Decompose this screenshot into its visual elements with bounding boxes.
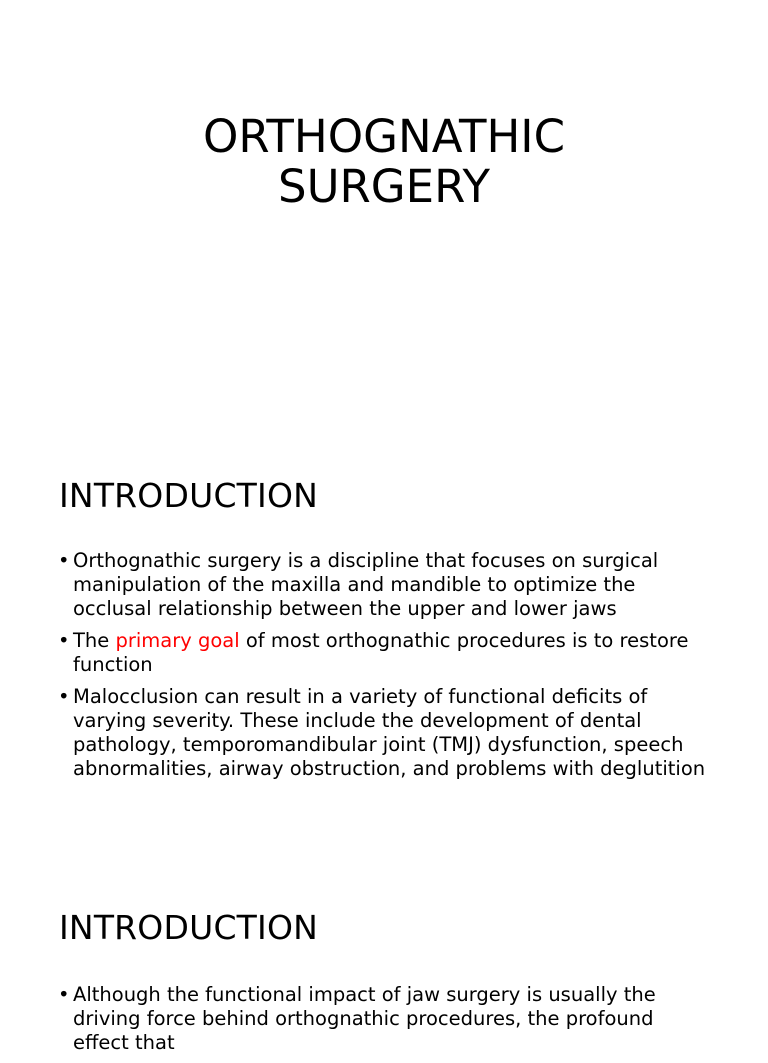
bullet-text: Orthognathic surgery is a discipline that focuses on surgical manipulation of the maxilla and mandible to optimize the occlusal relationship between the upper and lower jaws	[73, 549, 659, 620]
bullet-list	[58, 983, 708, 1063]
bullet-item	[58, 549, 708, 621]
title-slide	[0, 0, 768, 432]
title-line-2: SURGERY	[278, 160, 490, 213]
bullet-dot-icon: •	[58, 549, 70, 572]
bullet-dot-icon: •	[58, 983, 70, 1006]
bullet-text: Although the functional impact of jaw surgery is usually the driving force behind orthognathic procedures, the profound effect that	[73, 983, 656, 1054]
slide-heading: INTRODUCTION	[59, 908, 319, 947]
highlighted-phrase: primary goal	[115, 629, 240, 652]
title-line-1: ORTHOGNATHIC	[203, 110, 565, 163]
bullet-text-prefix: The	[73, 629, 116, 652]
bullet-dot-icon: •	[58, 685, 70, 708]
bullet-list	[58, 549, 708, 789]
bullet-item	[58, 629, 708, 677]
bullet-item	[58, 685, 708, 781]
introduction-slide-1	[0, 432, 768, 864]
presentation-title	[0, 112, 768, 212]
bullet-text: Malocclusion can result in a variety of functional deficits of varying severity. These include the development of dental pathology, temporomandibular joint (TMJ) dysfunction, speech abnormalities, airway obstruction, and problems with deglutition	[73, 685, 706, 780]
bullet-item	[58, 983, 708, 1055]
bullet-text-suffix: of most orthognathic procedures is to restore function	[73, 629, 689, 676]
slide-heading: INTRODUCTION	[59, 476, 319, 515]
bullet-dot-icon: •	[58, 629, 70, 652]
introduction-slide-2	[0, 864, 768, 1054]
